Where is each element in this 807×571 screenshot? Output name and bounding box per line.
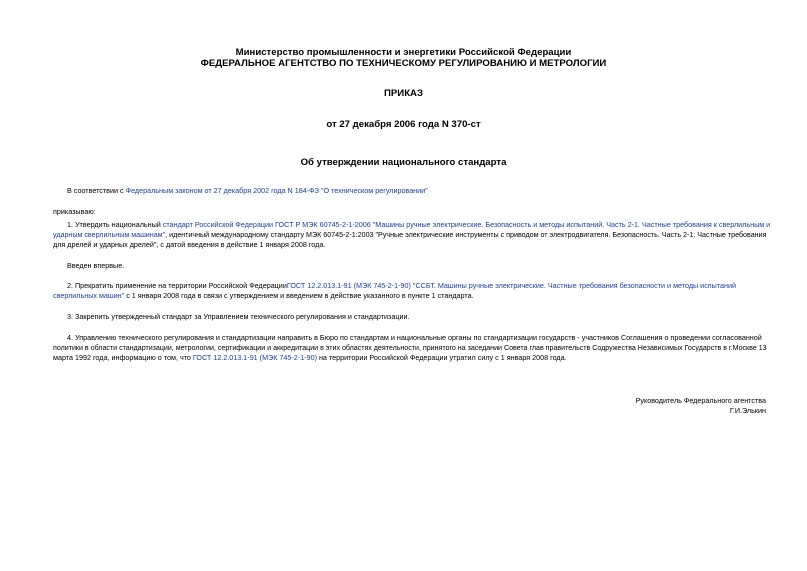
item-4-line1: 4. Управлению технического регулирования и стандартизации направить в Бюро по стандартам и национальные органы по стандартизации государств - участников Соглашения о проведении согласованной xyxy=(67,333,762,342)
intro-prefix: В соответствии с xyxy=(67,186,126,195)
standard-link-line2[interactable]: ударным сверлильным машинам" xyxy=(53,231,166,239)
item-3-text: 3. Закрепить утвержденный стандарт за Управлением технического регулирования и стандартизации. xyxy=(67,312,410,321)
law-link[interactable]: Федеральным законом от 27 декабря 2002 года N 184-ФЗ "О техническом регулировании" xyxy=(125,186,428,195)
signature-position: Руководитель Федерального агентства xyxy=(635,396,766,405)
item-4-line3-prefix: марта 1992 года, информацию о том, что xyxy=(53,353,193,362)
item-3-paragraph xyxy=(53,312,771,322)
item-1-line3: для дрелей и ударных дрелей", с датой введения в действие 1 января 2008 года. xyxy=(53,240,326,249)
subject-title: Об утверждении национального стандарта xyxy=(300,157,507,168)
item-4-paragraph xyxy=(53,333,771,363)
introduced-text: Введен впервые. xyxy=(67,261,125,270)
item-1-line2-rest: , идентичный международному стандарту МЭК 60745-2-1:2003 "Ручные электрические инструменты с приводом от электродвигателя. Безопасность. Часть 2-1: Частные требования xyxy=(165,231,767,239)
gost-link-line2[interactable]: сверлильных машин" xyxy=(53,291,125,300)
item-1-prefix: 1. Утвердить национальный xyxy=(67,220,163,229)
agency-title: ФЕДЕРАЛЬНОЕ АГЕНТСТВО ПО ТЕХНИЧЕСКОМУ РЕГУЛИРОВАНИЮ И МЕТРОЛОГИИ xyxy=(200,58,607,69)
order-word-text: приказываю: xyxy=(53,207,96,216)
date-number: от 27 декабря 2006 года N 370-ст xyxy=(326,119,481,130)
standard-link-line1[interactable]: стандарт Российской Федерации ГОСТ Р МЭК 60745-2-1-2006 "Машины ручные электрические. Безопасность и методы испытаний. Часть 2-1. Частные требования к сверлильным и xyxy=(162,220,771,229)
item-1-paragraph xyxy=(53,220,771,250)
gost-link-line1[interactable]: ГОСТ 12.2.013.1-91 (МЭК 745-2-1-90) "ССБТ. Машины ручные электрические. Частные требования безопасности и методы испытаний xyxy=(286,281,737,290)
doc-type-title: ПРИКАЗ xyxy=(384,88,423,99)
gost-link-item4[interactable]: ГОСТ 12.2.013.1-91 (МЭК 745-2-1-90) xyxy=(192,353,317,362)
item-2-prefix: 2. Прекратить применение на территории Российской Федерации xyxy=(67,281,287,290)
signature-name: Г.И.Элькин xyxy=(729,406,766,415)
order-word xyxy=(53,207,771,217)
item-2-paragraph xyxy=(53,281,771,301)
ministry-title: Министерство промышленности и энергетики Российской Федерации xyxy=(235,47,572,58)
item-2-line2-rest: с 1 января 2008 года в связи с утверждением и введением в действие указанного в пункте 1 стандарта. xyxy=(124,291,474,300)
introduced-paragraph xyxy=(53,261,771,271)
intro-paragraph xyxy=(53,186,771,196)
item-4-line2: политики в области стандартизации, метрологии, сертификации и аккредитации в этих областях деятельности, принятого на заседании Совета глав правительств Содружества Независимых Государств в г.Москве 13 xyxy=(53,344,767,352)
item-4-line3-rest: на территории Российской Федерации утратил силу с 1 января 2008 года. xyxy=(316,353,567,362)
